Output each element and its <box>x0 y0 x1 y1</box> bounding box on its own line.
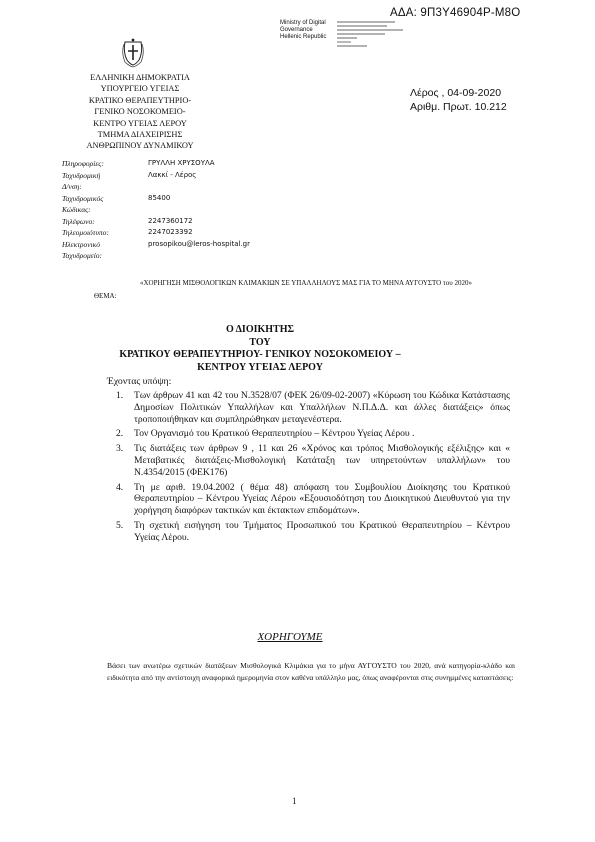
org-line: ΤΜΗΜΑ ΔΙΑΧΕΙΡΙΣΗΣ <box>97 130 183 140</box>
list-item <box>110 390 510 425</box>
director-line: ΚΡΑΤΙΚΟΥ ΘΕΡΑΠΕΥΤΗΡΙΟΥ- ΓΕΝΙΚΟΥ ΝΟΣΟΚΟΜΕΙΟΥ – <box>119 349 401 360</box>
item-text: Τις διατάξεις των άρθρων 9 , 11 και 26 «Χρόνος και τρόπος Μισθολογικής εξέλιξης» και « Μεταβατικές διατάξεις-Μισθολογική Κατάταξη των υπηρετούντων υπαλλήλων» του Ν.4354/2015 (ΦΕΚ176) <box>134 443 510 478</box>
item-number: 5. <box>116 519 124 531</box>
info-label: Τηλεομοιότυπο: <box>62 228 109 237</box>
greek-coat-of-arms-icon <box>121 38 145 68</box>
director-line: ΚΕΝΤΡΟΥ ΥΓΕΙΑΣ ΛΕΡΟΥ <box>197 361 323 373</box>
subject-label: ΘΕΜΑ: <box>94 292 117 300</box>
organization-header <box>40 72 240 152</box>
item-text: Τη με αριθ. 19.04.2002 ( θέμα 48) απόφαση του Συμβουλίου Διοίκησης του Κρατικού Θεραπευτηρίου – Κέντρου Υγείας Λέρου «Εξουσιοδότηση του Διοικητικού Διευθυντού για την χορήγηση διαφόρων τακτικών και έκτακτων επιδομάτων». <box>134 481 510 517</box>
signature-metadata-graphic <box>337 20 407 49</box>
document-date: Λέρος , 04-09-2020 <box>410 87 502 99</box>
ada-code: ΑΔΑ: 9Π3Υ46904Ρ-Μ8Ο <box>390 7 521 19</box>
info-label: Ηλεκτρονικό <box>62 239 101 249</box>
org-line: ΑΝΘΡΩΠΙΝΟΥ ΔΥΝΑΜΙΚΟΥ <box>86 141 194 151</box>
org-line: ΚΡΑΤΙΚΟ ΘΕΡΑΠΕΥΤΗΡΙΟ- <box>88 95 192 105</box>
info-label: Ταχυδρομική Δ/νση: <box>62 170 101 191</box>
org-line: ΥΠΟΥΡΓΕΙΟ ΥΓΕΙΑΣ <box>100 84 180 94</box>
considerations-intro: Έχοντας υπόψη: <box>107 376 172 387</box>
signature-line-3: Hellenic Republic <box>280 34 327 40</box>
signature-line-1: Ministry of Digital <box>280 20 326 26</box>
page-number: 1 <box>292 796 297 806</box>
item-text: Των άρθρων 41 και 42 του Ν.3528/07 (ΦΕΚ 26/09-02-2007) «Κύρωση του Κώδικα Κατάστασης Δημοσίων Πολιτικών Υπαλλήλων και Υπαλλήλων Ν.Π.Δ.Δ. και άλλες διατάξεις» όπως τροποποιήθηκαν και συμπληρώθηκαν μεταγενέστερα. <box>134 390 510 425</box>
org-line: ΕΛΛΗΝΙΚΗ ΔΗΜΟΚΡΑΤΙΑ <box>90 73 190 82</box>
digital-signature-block <box>280 20 326 41</box>
item-number: 4. <box>116 481 124 493</box>
item-number: 2. <box>116 428 124 440</box>
info-label: Πληροφορίες: <box>62 159 104 168</box>
info-value: Λακκί - Λέρος <box>148 170 197 179</box>
info-value: 2247360172 <box>148 216 193 225</box>
item-number: 1. <box>116 390 124 401</box>
protocol-number: Αριθμ. Πρωτ. 10.212 <box>410 101 507 113</box>
info-label: Ταχυδρομείο: <box>62 251 103 260</box>
list-item <box>110 482 510 517</box>
info-value: prosopikou@leros-hospital.gr <box>148 239 251 248</box>
date-block <box>410 86 507 114</box>
info-label: Ταχυδρομικός <box>62 193 104 203</box>
considerations-list <box>110 390 510 547</box>
org-line: ΓΕΝΙΚΟ ΝΟΣΟΚΟΜΕΙΟ- <box>94 107 186 117</box>
item-text: Τη σχετική εισήγηση του Τμήματος Προσωπικού του Κρατικού Θεραπευτηρίου – Κέντρου Υγείας Λέρου. <box>134 519 510 543</box>
director-line: Ο ΔΙΟΙΚΗΤΗΣ <box>225 324 295 335</box>
item-number: 3. <box>116 443 124 455</box>
info-value: ΓΡΥΛΛΗ ΧΡΥΣΟΥΛΑ <box>148 159 215 167</box>
director-line: ΤΟΥ <box>249 336 271 348</box>
list-item <box>110 520 510 544</box>
list-item <box>110 428 510 440</box>
info-value: 85400 <box>148 193 171 202</box>
info-label: Τηλέφωνο: <box>62 216 95 226</box>
grant-heading: ΧΟΡΗΓΟΥΜΕ <box>257 631 323 643</box>
signature-line-2: Governance <box>280 27 313 33</box>
info-label: Κώδικας: <box>62 205 91 214</box>
org-line: ΚΕΝΤΡΟ ΥΓΕΙΑΣ ΛΕΡΟΥ <box>93 118 187 128</box>
grant-body-text: Βάσει των ανωτέρω σχετικών διατάξεων Μισθολογικά Κλιμάκια για το μήνα ΑΥΓΟΥΣΤΟ του 2020, ανά κατηγορία-κλάδο και ειδικότητα από την αντίστοιχη αναφορικά ημερομηνία στον καθένα υπάλληλο μας, όπως αναφέρονται στις συνημμένες καταστάσεις: <box>107 661 515 682</box>
item-text: Τον Οργανισμό του Κρατικού Θεραπευτηρίου – Κέντρου Υγείας Λέρου . <box>134 428 415 440</box>
director-heading <box>60 324 460 374</box>
info-value: 2247023392 <box>148 228 193 236</box>
subject-text: «ΧΟΡΗΓΗΣΗ ΜΙΣΘΟΛΟΓΙΚΩΝ ΚΛΙΜΑΚΙΩΝ ΣΕ ΥΠΑΛΛΗΛΟΥΣ ΜΑΣ ΓΙΑ ΤΟ ΜΗΝΑ ΑΥΓΟΥΣΤΟ του 2020» <box>140 279 472 287</box>
list-item <box>110 443 510 478</box>
